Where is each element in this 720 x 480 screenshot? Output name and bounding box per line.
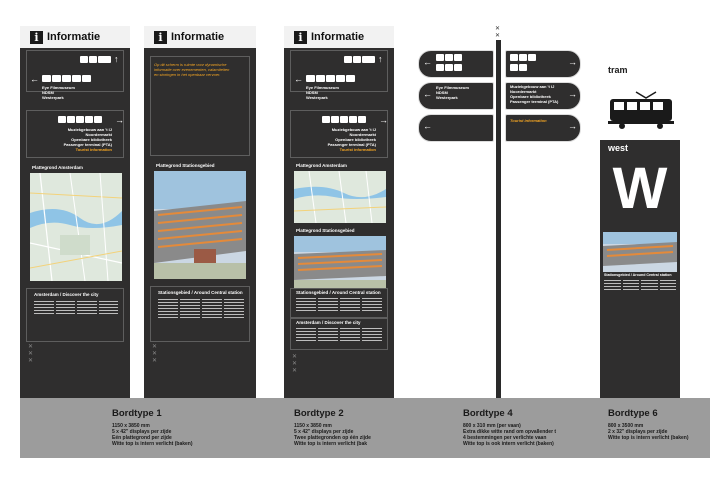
destination: Openbare bibliotheek <box>71 137 112 142</box>
spec-line: 2 x 32" displays per zijde <box>608 429 668 435</box>
spec-line: 800 x 3500 mm <box>608 423 644 429</box>
destination-list <box>510 84 558 104</box>
arrow-right-icon: → <box>115 115 124 125</box>
destination-list <box>64 127 112 152</box>
board-type-1 <box>20 26 130 398</box>
destination: Muziekgebouw aan 't IJ <box>510 84 555 89</box>
caption-spec <box>463 423 556 447</box>
station-text <box>158 299 244 319</box>
caption-spec <box>112 423 193 447</box>
spec-line: 800 x 310 mm (per vaan) <box>463 423 521 429</box>
direction-letter: W <box>612 156 668 221</box>
destination: NDSM <box>42 90 54 95</box>
pole-top-marks: ✕ ✕ <box>495 26 501 39</box>
destination: Muziekgebouw aan 't IJ <box>67 127 112 132</box>
info-icon: i <box>154 31 167 44</box>
spec-line: 5 x 42" displays per zijde <box>294 429 354 435</box>
arrow-left-icon: ← <box>423 121 432 131</box>
transport-icons <box>322 116 366 123</box>
destination: NDSM <box>436 90 448 95</box>
station-map-graphic <box>294 236 386 288</box>
destination-list <box>306 85 339 100</box>
arrow-right-icon: → <box>568 89 577 99</box>
info-icon: i <box>30 31 43 44</box>
transport-icons <box>436 64 462 71</box>
destination: Westerpark <box>436 95 458 100</box>
transport-icons <box>58 116 102 123</box>
discover-label: Amsterdam / Discover the city <box>34 292 99 297</box>
spec-line: Twee plattegronden op één zijde <box>294 435 371 441</box>
map-label: Plattegrond Stationsgebied <box>296 228 355 233</box>
city-map-graphic <box>294 171 386 223</box>
destination: Westerpark <box>42 95 64 100</box>
mounting-marks: ✕ ✕ ✕ <box>152 344 158 364</box>
destination: Noordermarkt <box>510 89 537 94</box>
map-label: Plattegrond Amsterdam <box>32 165 83 170</box>
caption-title: Bordtype 4 <box>463 408 513 419</box>
destination-tourist: Tourist information <box>75 147 112 152</box>
station-map-graphic <box>603 232 677 272</box>
arrow-left-icon: ← <box>294 74 303 84</box>
mounting-marks: ✕ ✕ ✕ <box>292 354 298 374</box>
arrow-right-icon: → <box>568 121 577 131</box>
station-label: Stationsgebied / Around Central station <box>296 290 381 295</box>
arrow-right-icon: → <box>379 115 388 125</box>
spec-line: Witte top is intern verlicht (baken) <box>608 435 689 441</box>
map-label: Plattegrond Amsterdam <box>296 163 347 168</box>
destination: Eye Filmmuseum <box>436 85 469 90</box>
destination: NDSM <box>306 90 318 95</box>
board-header <box>20 26 130 48</box>
header-label: Informatie <box>311 31 365 43</box>
arrow-left-icon: ← <box>30 74 39 84</box>
arrow-left-icon: ← <box>423 57 432 67</box>
transport-icons <box>510 64 527 71</box>
transport-icons <box>80 56 111 63</box>
caption-title: Bordtype 1 <box>112 408 162 419</box>
station-map <box>603 232 677 272</box>
mounting-marks: ✕ ✕ ✕ <box>28 344 34 364</box>
spec-line: Eén plattegrond per zijde <box>112 435 172 441</box>
discover-label: Amsterdam / Discover the city <box>296 320 361 325</box>
sign-pole <box>496 40 501 398</box>
map-label: Plattegrond Stationsgebied <box>156 163 215 168</box>
board-header <box>284 26 394 48</box>
destination: Passenger terminal (PTA) <box>63 142 112 147</box>
spec-line: 1150 x 3850 mm <box>294 423 332 429</box>
destination: Eye Filmmuseum <box>306 85 339 90</box>
destination-list <box>436 85 469 100</box>
spec-line: Witte top is ook intern verlicht (baken) <box>463 441 554 447</box>
discover-text <box>296 328 382 342</box>
arrow-right-icon: → <box>568 57 577 67</box>
transport-icons <box>306 75 355 82</box>
caption-title: Bordtype 6 <box>608 408 658 419</box>
destination: Noordermarkt <box>349 132 376 137</box>
destination: Muziekgebouw aan 't IJ <box>331 127 376 132</box>
city-map-graphic <box>30 173 122 281</box>
tram-icon <box>606 90 676 130</box>
discover-text <box>34 301 118 315</box>
destination: Openbare bibliotheek <box>335 137 376 142</box>
spec-line: 5 x 42" displays per zijde <box>112 429 172 435</box>
spec-line: Extra dikke witte rand om opvallender t <box>463 429 557 435</box>
destination: Westerpark <box>306 95 328 100</box>
board-type-6 <box>600 55 680 398</box>
city-map <box>30 173 122 281</box>
station-text <box>604 280 676 292</box>
spec-line: Witte top is intern verlicht (bak <box>294 441 368 447</box>
tram-label: tram <box>608 65 628 75</box>
transport-icons <box>344 56 375 63</box>
header-label: Informatie <box>47 31 101 43</box>
caption-title: Bordtype 2 <box>294 408 344 419</box>
board-type-2 <box>144 26 256 398</box>
spec-line: 4 bestemmingen per verlichte vaan <box>463 435 547 441</box>
destination-tourist: Tourist information <box>510 118 547 123</box>
destination-tourist: Tourist information <box>339 147 376 152</box>
station-label: Stationsgebied / Around Central station <box>604 273 672 277</box>
transport-icons <box>42 75 91 82</box>
destination: Openbare bibliotheek <box>510 94 551 99</box>
direction-label: west <box>608 143 629 153</box>
destination: Passenger terminal (PTA) <box>327 142 376 147</box>
station-map-graphic <box>154 171 246 279</box>
city-map <box>294 171 386 223</box>
caption-spec <box>294 423 371 447</box>
station-map <box>154 171 246 279</box>
transport-icons <box>510 54 536 61</box>
destination: Noordermarkt <box>85 132 112 137</box>
arrow-up-icon: ↑ <box>378 54 383 64</box>
destination: Eye Filmmuseum <box>42 85 75 90</box>
destination-list <box>42 85 75 100</box>
spec-line: 1150 x 3850 mm <box>112 423 150 429</box>
arrow-up-icon: ↑ <box>114 54 119 64</box>
board-header <box>144 26 256 48</box>
station-map <box>294 236 386 288</box>
header-label: Informatie <box>171 31 225 43</box>
dynamic-info-note: Op dit scherm is ruimte voor dynamische informatie over evenementen, calamiteiten en storingen in het openbaar vervoer. <box>154 62 230 77</box>
caption-spec <box>608 423 689 441</box>
info-icon: i <box>294 31 307 44</box>
spec-line: Witte top is intern verlicht (baken) <box>112 441 193 447</box>
destination: Passenger terminal (PTA) <box>510 99 559 104</box>
station-label: Stationsgebied / Around Central station <box>158 290 243 295</box>
destination-list <box>328 127 376 152</box>
arrow-left-icon: ← <box>423 89 432 99</box>
station-text <box>296 298 382 312</box>
board-type-2-variant <box>284 26 394 398</box>
transport-icons <box>436 54 462 61</box>
